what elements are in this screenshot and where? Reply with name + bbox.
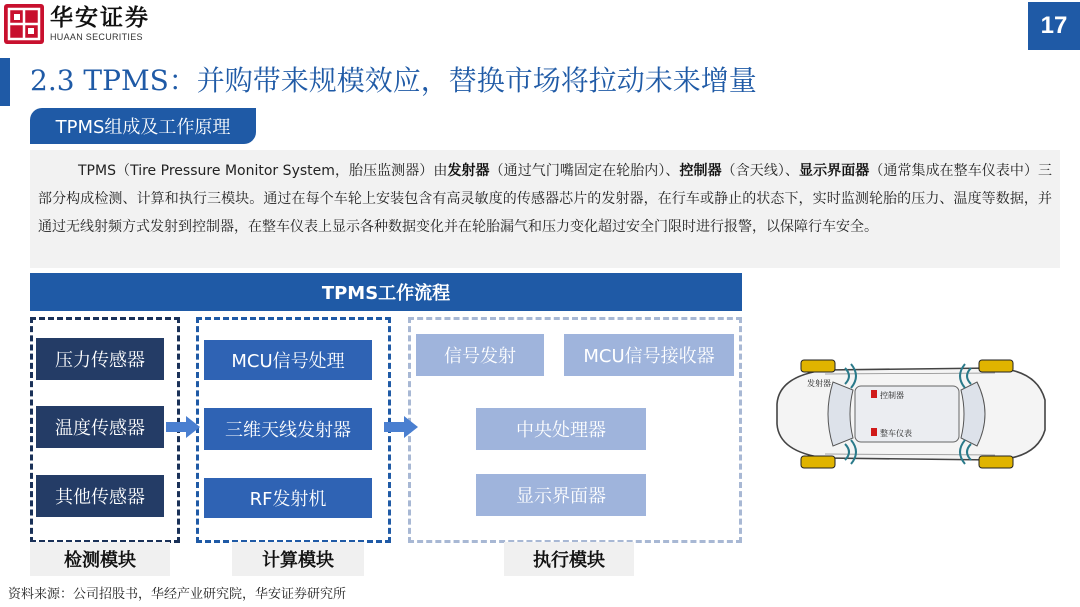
- mcu-processing-box: MCU信号处理: [204, 340, 372, 380]
- description-paragraph: [30, 150, 1060, 268]
- antenna-transmitter-box: 三维天线发射器: [204, 408, 372, 450]
- arrow-right-icon: [166, 416, 200, 438]
- central-processor-box: 中央处理器: [476, 408, 646, 450]
- arrow-right-icon: [384, 416, 418, 438]
- detection-module-label: 检测模块: [30, 542, 170, 576]
- desc-bold-controller: 控制器: [679, 163, 722, 179]
- section-tab: TPMS组成及工作原理: [30, 108, 256, 144]
- desc-bold-display: 显示界面器: [799, 163, 870, 179]
- car-label-dashboard: 整车仪表: [880, 429, 912, 438]
- page-number: 17: [1028, 2, 1080, 50]
- display-interface-box: 显示界面器: [476, 474, 646, 516]
- car-diagram: [765, 352, 1055, 477]
- mcu-receiver-box: MCU信号接收器: [564, 334, 734, 376]
- temperature-sensor-box: 温度传感器: [36, 406, 164, 448]
- logo-text-cn: 华安证券: [50, 4, 150, 31]
- signal-emit-box: 信号发射: [416, 334, 544, 376]
- page-title: 2.3 TPMS：并购带来规模效应，替换市场将拉动未来增量: [30, 64, 757, 97]
- desc-text-4: （通常集成在整车仪表中）三部分构成检测、计算和执行三模块。通过在每个车轮上安装包含有高灵敏度的传感器芯片的发射器，在行车或静止的状态下，实时监测轮胎的压力、温度等数据，并通过无线射频方式发射到控制器，在整车仪表上显示各种数据变化并在轮胎漏气和压力变化超过安全门限时进行报警，以保障行车安全。: [38, 163, 1053, 235]
- rf-transmitter-box: RF发射机: [204, 478, 372, 518]
- desc-text-2: （通过气门嘴固定在轮胎内）、: [489, 163, 680, 179]
- other-sensor-box: 其他传感器: [36, 475, 164, 517]
- title-accent-bar: [0, 58, 10, 106]
- flow-header: TPMS工作流程: [30, 273, 742, 311]
- source-note: 资料来源：公司招股书，华经产业研究院，华安证券研究所: [8, 587, 347, 602]
- desc-text-1: TPMS（Tire Pressure Monitor System，胎压监测器）由: [78, 163, 448, 179]
- desc-text-3: （含天线）、: [721, 163, 800, 179]
- compute-module-label: 计算模块: [232, 542, 364, 576]
- desc-bold-transmitter: 发射器: [447, 163, 490, 179]
- car-label-transmitter: 发射器: [807, 379, 831, 388]
- execution-module-label: 执行模块: [504, 542, 634, 576]
- logo-seal-icon: [4, 4, 44, 44]
- car-label-controller: 控制器: [880, 391, 904, 400]
- logo-text-en: HUAAN SECURITIES: [50, 32, 143, 42]
- pressure-sensor-box: 压力传感器: [36, 338, 164, 380]
